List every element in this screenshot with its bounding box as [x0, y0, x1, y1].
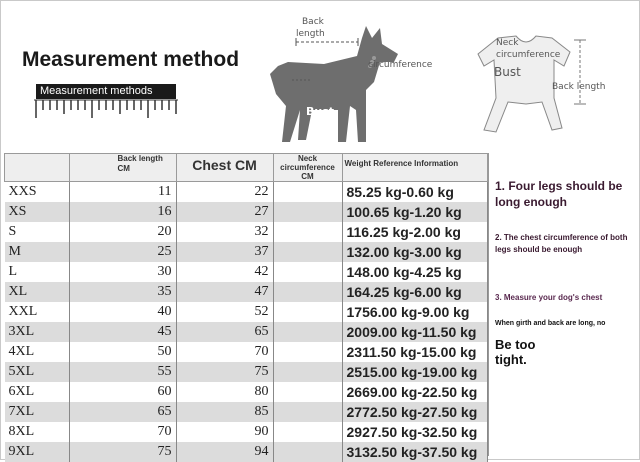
neck-cell	[273, 242, 342, 262]
garment-illustration	[456, 24, 626, 144]
size-cell: M	[5, 242, 70, 262]
neck-cell	[273, 402, 342, 422]
chest-cell: 27	[176, 202, 273, 222]
table-row	[5, 422, 488, 442]
weight-cell: 2927.50 kg-32.50 kg	[342, 422, 488, 442]
size-cell: 4XL	[5, 342, 70, 362]
weight-cell: 3132.50 kg-37.50 kg	[342, 442, 488, 462]
dog-back-label-1: Back	[302, 17, 324, 27]
chest-cell: 32	[176, 222, 273, 242]
back-length-cell: 70	[69, 422, 176, 442]
back-length-cell: 60	[69, 382, 176, 402]
neck-cell	[273, 222, 342, 242]
weight-cell: 164.25 kg-6.00 kg	[342, 282, 488, 302]
size-table	[4, 153, 488, 462]
dog-back-label-2: length	[296, 29, 325, 39]
table-row	[5, 222, 488, 242]
size-cell: XXS	[5, 182, 70, 203]
back-length-cell: 50	[69, 342, 176, 362]
garment-bust-label: Bust	[494, 65, 521, 79]
neck-cell	[273, 282, 342, 302]
back-length-cell: 11	[69, 182, 176, 203]
neck-cell	[273, 342, 342, 362]
dog-circumference-label: circumference	[368, 60, 432, 70]
back-length-cell: 25	[69, 242, 176, 262]
back-length-cell: 40	[69, 302, 176, 322]
garment-neck-label-2: circumference	[496, 50, 560, 60]
chest-cell: 52	[176, 302, 273, 322]
table-row	[5, 282, 488, 302]
table-row	[5, 182, 488, 203]
dog-bust-label: Bust	[306, 105, 334, 118]
back-length-cell: 55	[69, 362, 176, 382]
chest-cell: 42	[176, 262, 273, 282]
weight-cell: 148.00 kg-4.25 kg	[342, 262, 488, 282]
header-neck	[273, 154, 342, 182]
weight-cell: 2515.00 kg-19.00 kg	[342, 362, 488, 382]
garment-neck-label-1: Neck	[496, 38, 518, 48]
back-length-cell: 45	[69, 322, 176, 342]
table-row	[5, 202, 488, 222]
chest-cell: 94	[176, 442, 273, 462]
header-weight	[342, 154, 488, 182]
weight-cell: 2311.50 kg-15.00 kg	[342, 342, 488, 362]
neck-cell	[273, 422, 342, 442]
header-back-length-line1: Back length	[118, 154, 176, 164]
chest-cell: 90	[176, 422, 273, 442]
dog-silhouette-icon	[262, 14, 442, 146]
size-cell: 3XL	[5, 322, 70, 342]
header-neck-line1: Neck	[274, 154, 342, 163]
weight-cell: 1756.00 kg-9.00 kg	[342, 302, 488, 322]
chest-cell: 85	[176, 402, 273, 422]
note-4: When girth and back are long, no	[495, 319, 635, 329]
weight-cell: 100.65 kg-1.20 kg	[342, 202, 488, 222]
ruler-graphic	[34, 84, 178, 120]
size-cell: XXL	[5, 302, 70, 322]
notes-panel	[488, 153, 637, 456]
dog-illustration	[262, 14, 442, 146]
back-length-cell: 16	[69, 202, 176, 222]
table-header-row	[5, 154, 488, 182]
size-cell: 6XL	[5, 382, 70, 402]
neck-cell	[273, 442, 342, 462]
chest-cell: 75	[176, 362, 273, 382]
neck-cell	[273, 202, 342, 222]
table-row	[5, 402, 488, 422]
table-row	[5, 362, 488, 382]
chest-cell: 80	[176, 382, 273, 402]
ruler-ticks	[34, 84, 178, 120]
weight-cell: 85.25 kg-0.60 kg	[342, 182, 488, 203]
back-length-cell: 35	[69, 282, 176, 302]
note-1: 1. Four legs should be long enough	[495, 178, 631, 210]
size-cell: 8XL	[5, 422, 70, 442]
size-cell: L	[5, 262, 70, 282]
header-size	[5, 154, 70, 182]
neck-cell	[273, 322, 342, 342]
weight-cell: 116.25 kg-2.00 kg	[342, 222, 488, 242]
chest-cell: 70	[176, 342, 273, 362]
header-back-length	[69, 154, 176, 182]
table-row	[5, 342, 488, 362]
page-title: Measurement method	[22, 48, 239, 72]
size-cell: XL	[5, 282, 70, 302]
neck-cell	[273, 262, 342, 282]
garment-back-length-label: Back length	[552, 82, 605, 92]
header-chest	[176, 154, 273, 182]
back-length-cell: 65	[69, 402, 176, 422]
note-2: 2. The chest circumference of both legs should be enough	[495, 232, 635, 256]
back-length-cell: 75	[69, 442, 176, 462]
weight-cell: 2669.00 kg-22.50 kg	[342, 382, 488, 402]
back-length-cell: 20	[69, 222, 176, 242]
weight-cell: 132.00 kg-3.00 kg	[342, 242, 488, 262]
table-row	[5, 382, 488, 402]
neck-cell	[273, 182, 342, 203]
chest-cell: 47	[176, 282, 273, 302]
header-chest-label: Chest CM	[177, 154, 273, 176]
header-back-length-line2: CM	[118, 164, 176, 174]
header-neck-line2: circumference	[274, 163, 342, 172]
table-row	[5, 302, 488, 322]
header-weight-label: Weight Reference Information	[343, 154, 488, 169]
size-cell: 5XL	[5, 362, 70, 382]
header-neck-line3: CM	[274, 172, 342, 181]
ruler-label: Measurement methods	[36, 84, 176, 99]
table-row	[5, 262, 488, 282]
neck-cell	[273, 302, 342, 322]
table-row	[5, 322, 488, 342]
weight-cell: 2772.50 kg-27.50 kg	[342, 402, 488, 422]
size-cell: 9XL	[5, 442, 70, 462]
note-3: 3. Measure your dog's chest	[495, 292, 635, 304]
back-length-cell: 30	[69, 262, 176, 282]
weight-cell: 2009.00 kg-11.50 kg	[342, 322, 488, 342]
size-cell: S	[5, 222, 70, 242]
neck-cell	[273, 362, 342, 382]
table-row	[5, 442, 488, 462]
neck-cell	[273, 382, 342, 402]
note-5: Be too tight.	[495, 337, 559, 367]
size-cell: XS	[5, 202, 70, 222]
size-cell: 7XL	[5, 402, 70, 422]
table-row	[5, 242, 488, 262]
chest-cell: 22	[176, 182, 273, 203]
size-rows	[5, 182, 488, 462]
chest-cell: 65	[176, 322, 273, 342]
chest-cell: 37	[176, 242, 273, 262]
